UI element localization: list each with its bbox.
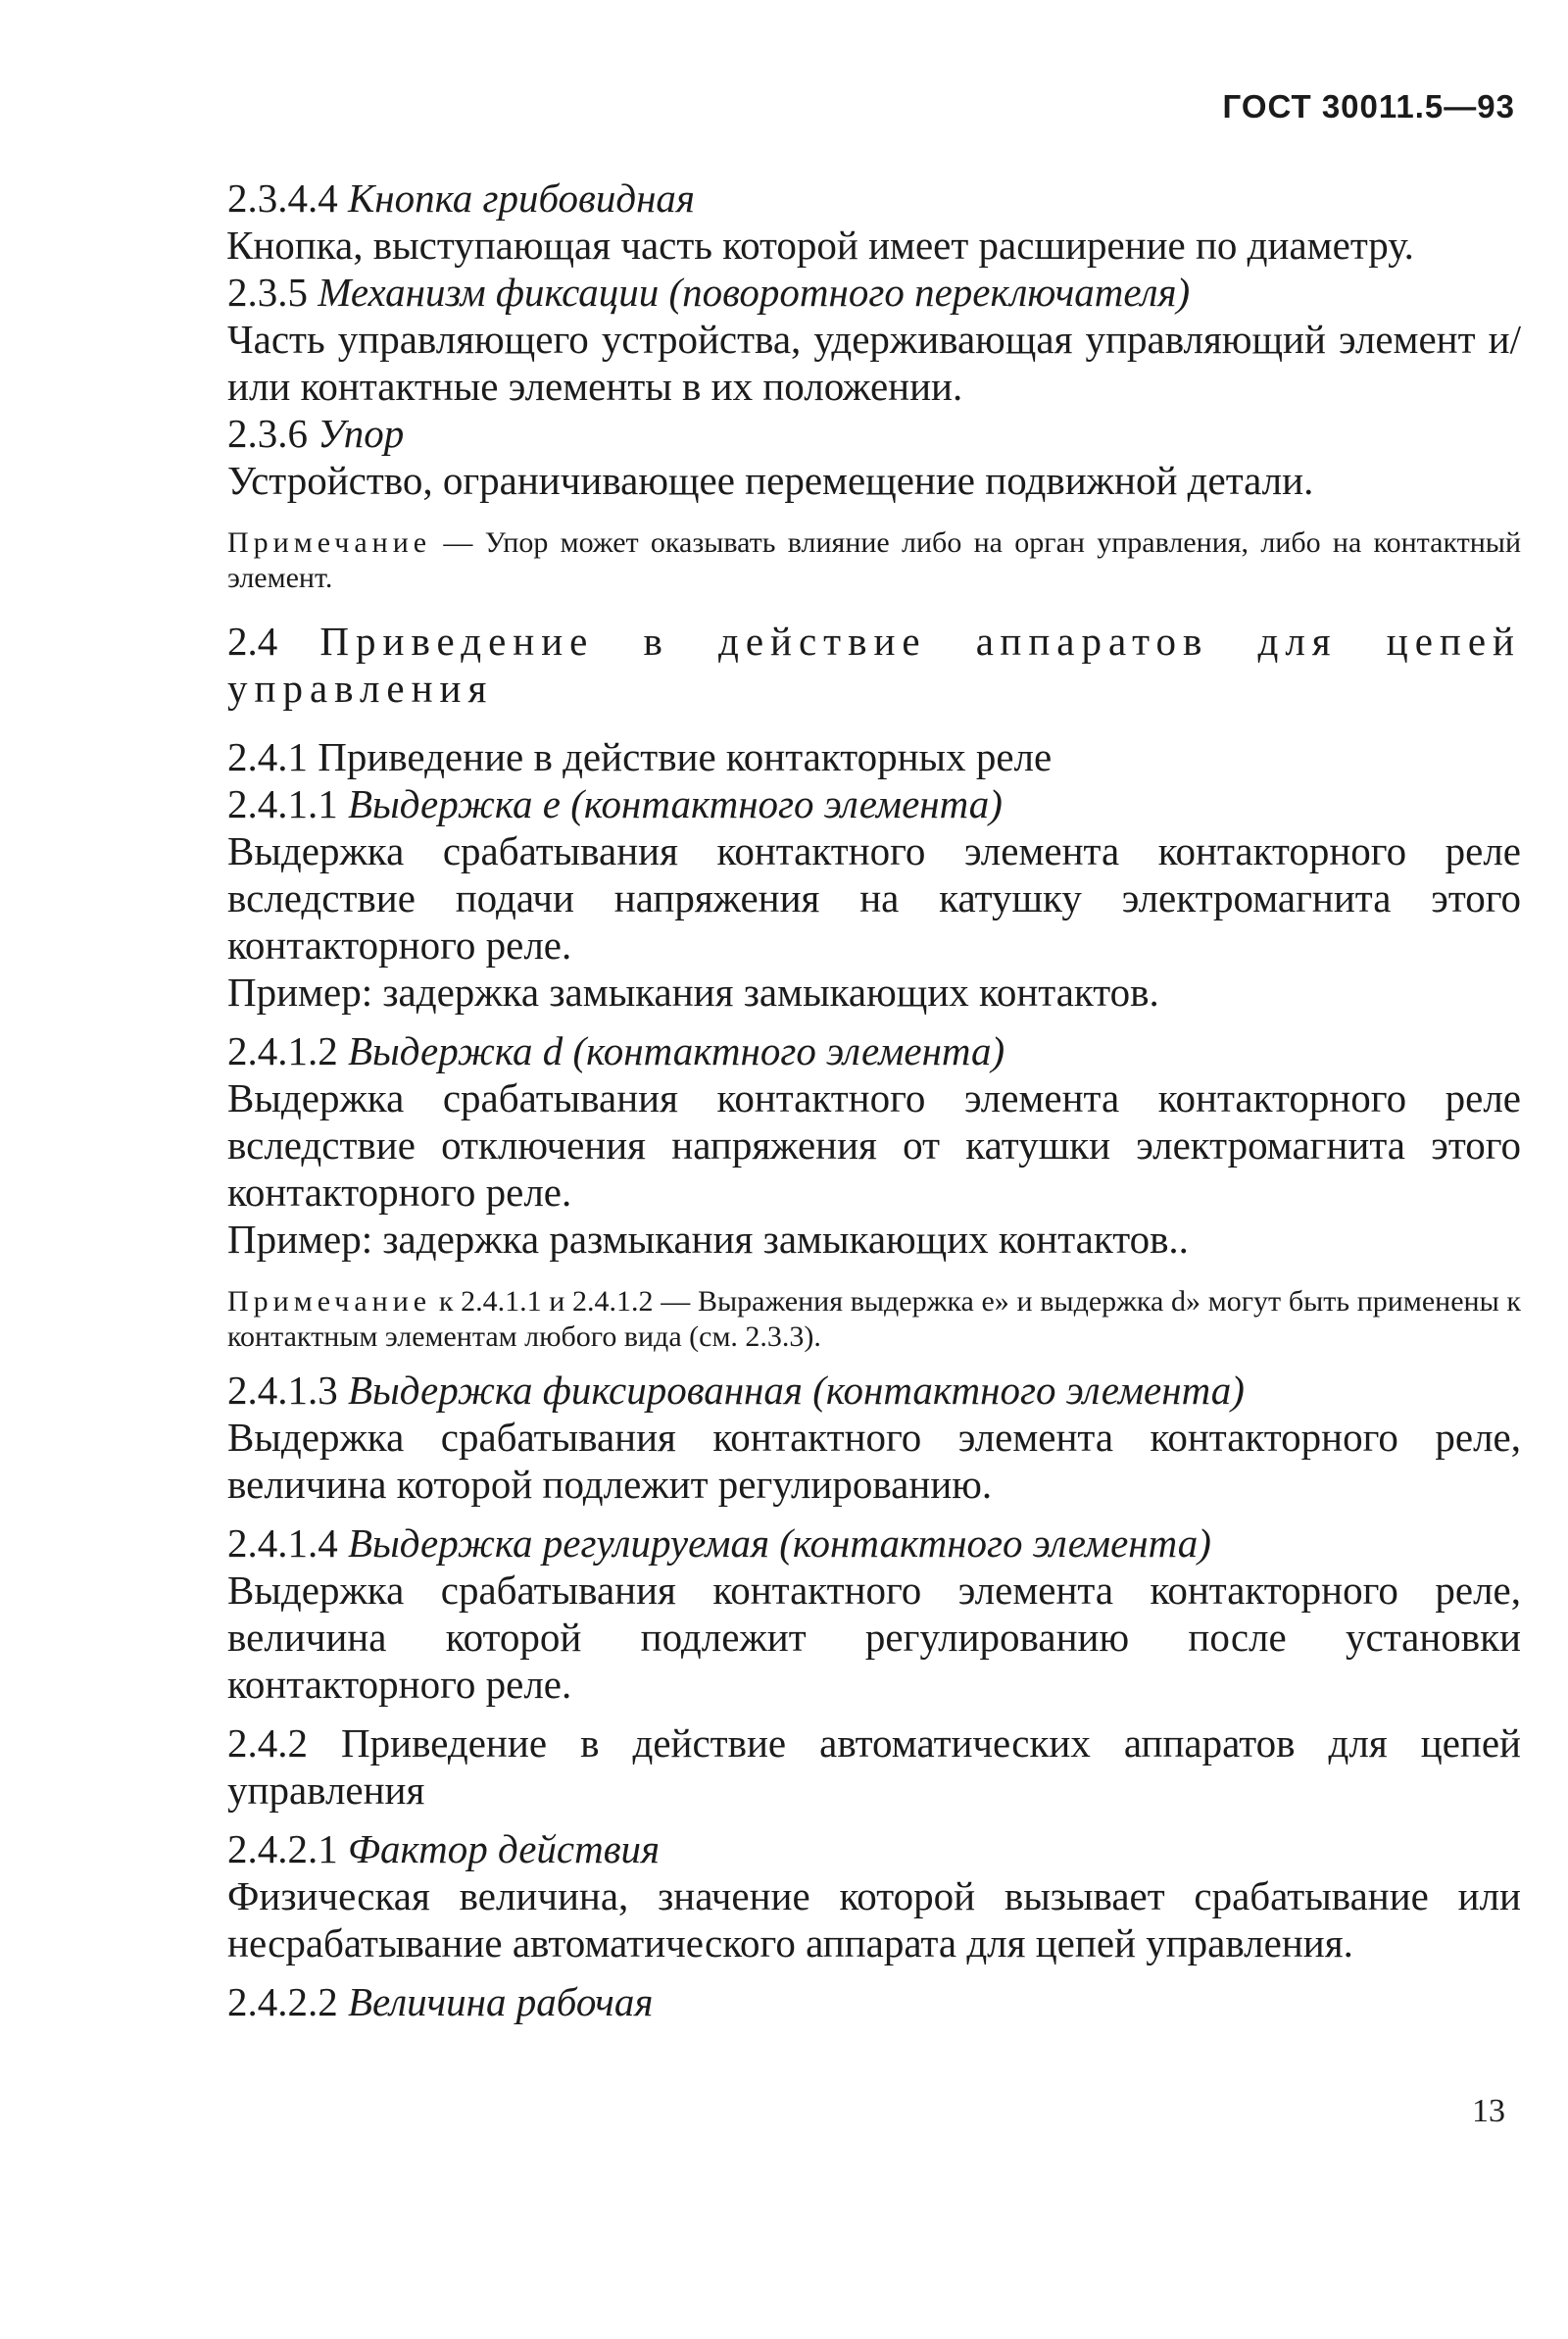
term-definition: Физическая величина, значение которой вызывает срабатывание или несрабатывание автоматического аппарата для цепей управления.	[227, 1873, 1521, 1966]
subsection-heading: 2.4.1 Приведение в действие контакторных реле	[227, 734, 1053, 779]
example: Пример: задержка замыкания замыкающих контактов.	[227, 970, 1159, 1015]
note: Примечание — Упор может оказывать влияние либо на орган управления, либо на контактный элемент.	[227, 526, 1522, 594]
standard-header: ГОСТ 30011.5—93	[1222, 88, 1515, 124]
term-definition: Часть управляющего устройства, удерживающая управляющий элемент и/или контактные элементы в их положении.	[227, 317, 1521, 409]
term-heading: 2.4.1.3 Выдержка фиксированная (контактного элемента)	[227, 1368, 1245, 1413]
term-definition: Выдержка срабатывания контактного элемента контакторного реле, величина которой подлежит регулированию.	[227, 1415, 1521, 1507]
section-heading: 2.4 Приведение в действие аппаратов для цепей управления	[227, 619, 1521, 711]
term-definition: Выдержка срабатывания контактного элемента контакторного реле вследствие отключения напряжения от катушки электромагнита этого контакторного реле.	[227, 1075, 1521, 1215]
term-definition: Выдержка срабатывания контактного элемента контакторного реле вследствие подачи напряжения на катушку электромагнита этого контакторного реле.	[227, 828, 1521, 968]
term-definition: Кнопка, выступающая часть которой имеет расширение по диаметру.	[226, 223, 1414, 268]
term-definition: Устройство, ограничивающее перемещение подвижной детали.	[227, 458, 1314, 503]
term-heading: 2.4.2.2 Величина рабочая	[227, 1979, 654, 2024]
subsection-heading: 2.4.2 Приведение в действие автоматических аппаратов для цепей управления	[227, 1720, 1521, 1813]
term-heading: 2.4.2.1 Фактор действия	[227, 1826, 661, 1871]
example: Пример: задержка размыкания замыкающих контактов..	[227, 1217, 1189, 1262]
page-content	[227, 174, 1521, 2025]
page-number: 13	[1472, 2093, 1505, 2129]
term-heading: 2.4.1.4 Выдержка регулируемая (контактного элемента)	[227, 1520, 1211, 1566]
term-definition: Выдержка срабатывания контактного элемента контакторного реле, величина которой подлежит регулированию после установки контакторного реле.	[227, 1568, 1521, 1707]
term-heading: 2.3.5 Механизм фиксации (поворотного переключателя)	[227, 270, 1191, 315]
term-heading: 2.3.4.4 Кнопка грибовидная	[227, 175, 695, 221]
term-heading: 2.4.1.2 Выдержка d (контактного элемента)	[227, 1028, 1005, 1073]
term-heading: 2.4.1.1 Выдержка е (контактного элемента)	[227, 781, 1003, 826]
term-heading: 2.3.6 Упор	[227, 411, 405, 456]
note: Примечание к 2.4.1.1 и 2.4.1.2 — Выражения выдержка е» и выдержка d» могут быть применены к контактным элементам любого вида (см. 2.3.3).	[227, 1285, 1521, 1353]
